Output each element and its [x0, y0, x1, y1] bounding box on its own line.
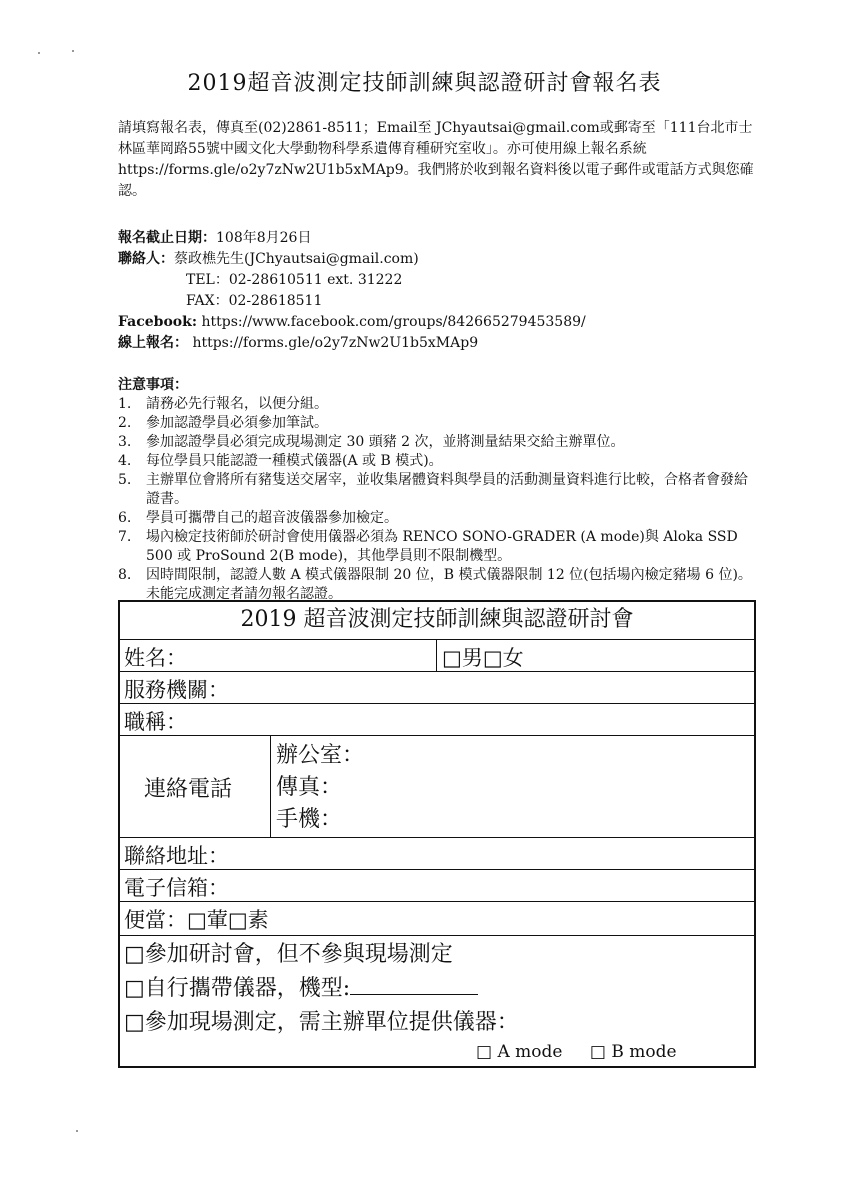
- option-own-instrument[interactable]: [124, 972, 752, 1006]
- address-label: 聯絡地址：: [124, 844, 229, 868]
- scan-speck: [72, 50, 74, 52]
- contact-tel: TEL：02-28610511 ext. 31222: [186, 272, 403, 288]
- contact-fax: FAX：02-28618511: [186, 293, 323, 309]
- participation-options: [124, 938, 752, 1040]
- job-title-label: 職稱：: [124, 710, 187, 734]
- organization-row[interactable]: [120, 672, 754, 704]
- note-item: [118, 509, 758, 528]
- online-row: [118, 333, 758, 354]
- notes-heading: 注意事項：: [118, 377, 188, 393]
- contact-label: 聯絡人：: [118, 251, 174, 267]
- phone-row: [120, 736, 754, 838]
- registration-form: [118, 600, 756, 1068]
- form-title: 2019 超音波測定技師訓練與認證研討會: [120, 602, 754, 640]
- note-text: 每位學員只能認證一種模式儀器(A 或 B 模式)。: [146, 453, 443, 469]
- scan-speck: [76, 1130, 78, 1132]
- fax-field[interactable]: 傳真：: [276, 775, 343, 800]
- note-text: 學員可攜帶自己的超音波儀器參加檢定。: [146, 510, 398, 526]
- note-number: 4.: [118, 453, 132, 469]
- note-text: 場內檢定技術師於研討會使用儀器必須為 RENCO SONO-GRADER (A mode)與 Aloka SSD 500 或 ProSound 2(B mode)，其他學員則不限制機型。: [146, 529, 738, 564]
- deadline-label: 報名截止日期：: [118, 230, 216, 246]
- note-item: [118, 395, 758, 414]
- option-seminar-only[interactable]: □參加研討會，但不參與現場測定: [124, 942, 453, 967]
- meal-options[interactable]: 便當：□葷□素: [124, 908, 269, 932]
- note-text: 因時間限制，認證人數 A 模式儀器限制 20 位，B 模式儀器限制 12 位(包括場內檢定豬場 6 位)。未能完成測定者請勿報名認證。: [146, 567, 752, 602]
- note-text: 主辦單位會將所有豬隻送交屠宰，並收集屠體資料與學員的活動測量資料進行比較，合格者會發給證書。: [146, 472, 748, 507]
- note-number: 6.: [118, 510, 132, 526]
- online-link[interactable]: https://forms.gle/o2y7zNw2U1b5xMAp9: [188, 335, 479, 351]
- note-item: [118, 414, 758, 433]
- note-text: 參加認證學員必須參加筆試。: [146, 415, 328, 431]
- name-divider: [436, 640, 437, 672]
- facebook-row: [118, 312, 758, 333]
- contact-value: 蔡政樵先生(JChyautsai@gmail.com): [174, 251, 419, 267]
- note-item: [118, 566, 758, 604]
- note-text: 請務必先行報名，以便分組。: [146, 396, 328, 412]
- office-phone-field[interactable]: 辦公室：: [276, 743, 365, 768]
- facebook-label: Facebook:: [118, 314, 198, 330]
- note-number: 5.: [118, 472, 132, 488]
- note-item: [118, 433, 758, 452]
- email-row[interactable]: [120, 870, 754, 902]
- job-title-row[interactable]: [120, 704, 754, 736]
- note-number: 3.: [118, 434, 132, 450]
- name-row[interactable]: [120, 640, 754, 672]
- note-number: 2.: [118, 415, 132, 431]
- organization-label: 服務機關：: [124, 678, 229, 702]
- name-label: 姓名：: [124, 646, 187, 670]
- deadline-row: [118, 228, 758, 249]
- online-label: 線上報名：: [118, 335, 188, 351]
- note-item: [118, 452, 758, 471]
- option-own-instrument-label: □自行攜帶儀器，機型:: [124, 976, 351, 1001]
- model-blank[interactable]: [350, 972, 478, 995]
- mode-b-checkbox[interactable]: □ B mode: [589, 1042, 677, 1062]
- page-title: 2019超音波測定技師訓練與認證研討會報名表: [187, 71, 662, 96]
- mode-options: [476, 1042, 699, 1062]
- deadline-value: 108年8月26日: [216, 230, 312, 246]
- note-number: 1.: [118, 396, 132, 412]
- contact-row: [118, 249, 758, 270]
- note-number: 8.: [118, 567, 132, 583]
- note-text: 參加認證學員必須完成現場測定 30 頭豬 2 次，並將測量結果交給主辦單位。: [146, 434, 625, 450]
- option-provided-instrument[interactable]: □參加現場測定，需主辦單位提供儀器：: [124, 1010, 519, 1035]
- phone-label: 連絡電話: [144, 777, 233, 802]
- note-item: [118, 471, 758, 509]
- notes-list: [118, 395, 758, 604]
- meal-row[interactable]: [120, 902, 754, 936]
- gender-checkboxes[interactable]: □男□女: [442, 646, 524, 670]
- mobile-field[interactable]: 手機：: [276, 807, 343, 832]
- address-row[interactable]: [120, 838, 754, 870]
- phone-divider: [270, 736, 271, 838]
- note-item: [118, 528, 758, 566]
- facebook-link[interactable]: https://www.facebook.com/groups/842665279453589/: [197, 314, 586, 330]
- scan-speck: [38, 52, 40, 54]
- info-block: [118, 228, 758, 354]
- note-number: 7.: [118, 529, 132, 545]
- mode-a-checkbox[interactable]: □ A mode: [476, 1042, 563, 1062]
- email-label: 電子信箱：: [124, 876, 229, 900]
- intro-paragraph: 請填寫報名表，傳真至(02)2861-8511；Email至 JChyautsai@gmail.com或郵寄至「111台北市士林區華岡路55號中國文化大學動物科學系遺傳育種研究室收」。亦可使用線上報名系統https://forms.gle/o2y7zNw2U1b5xMAp9。我們將於收到報名資料後以電子郵件或電話方式與您確認。: [118, 120, 754, 199]
